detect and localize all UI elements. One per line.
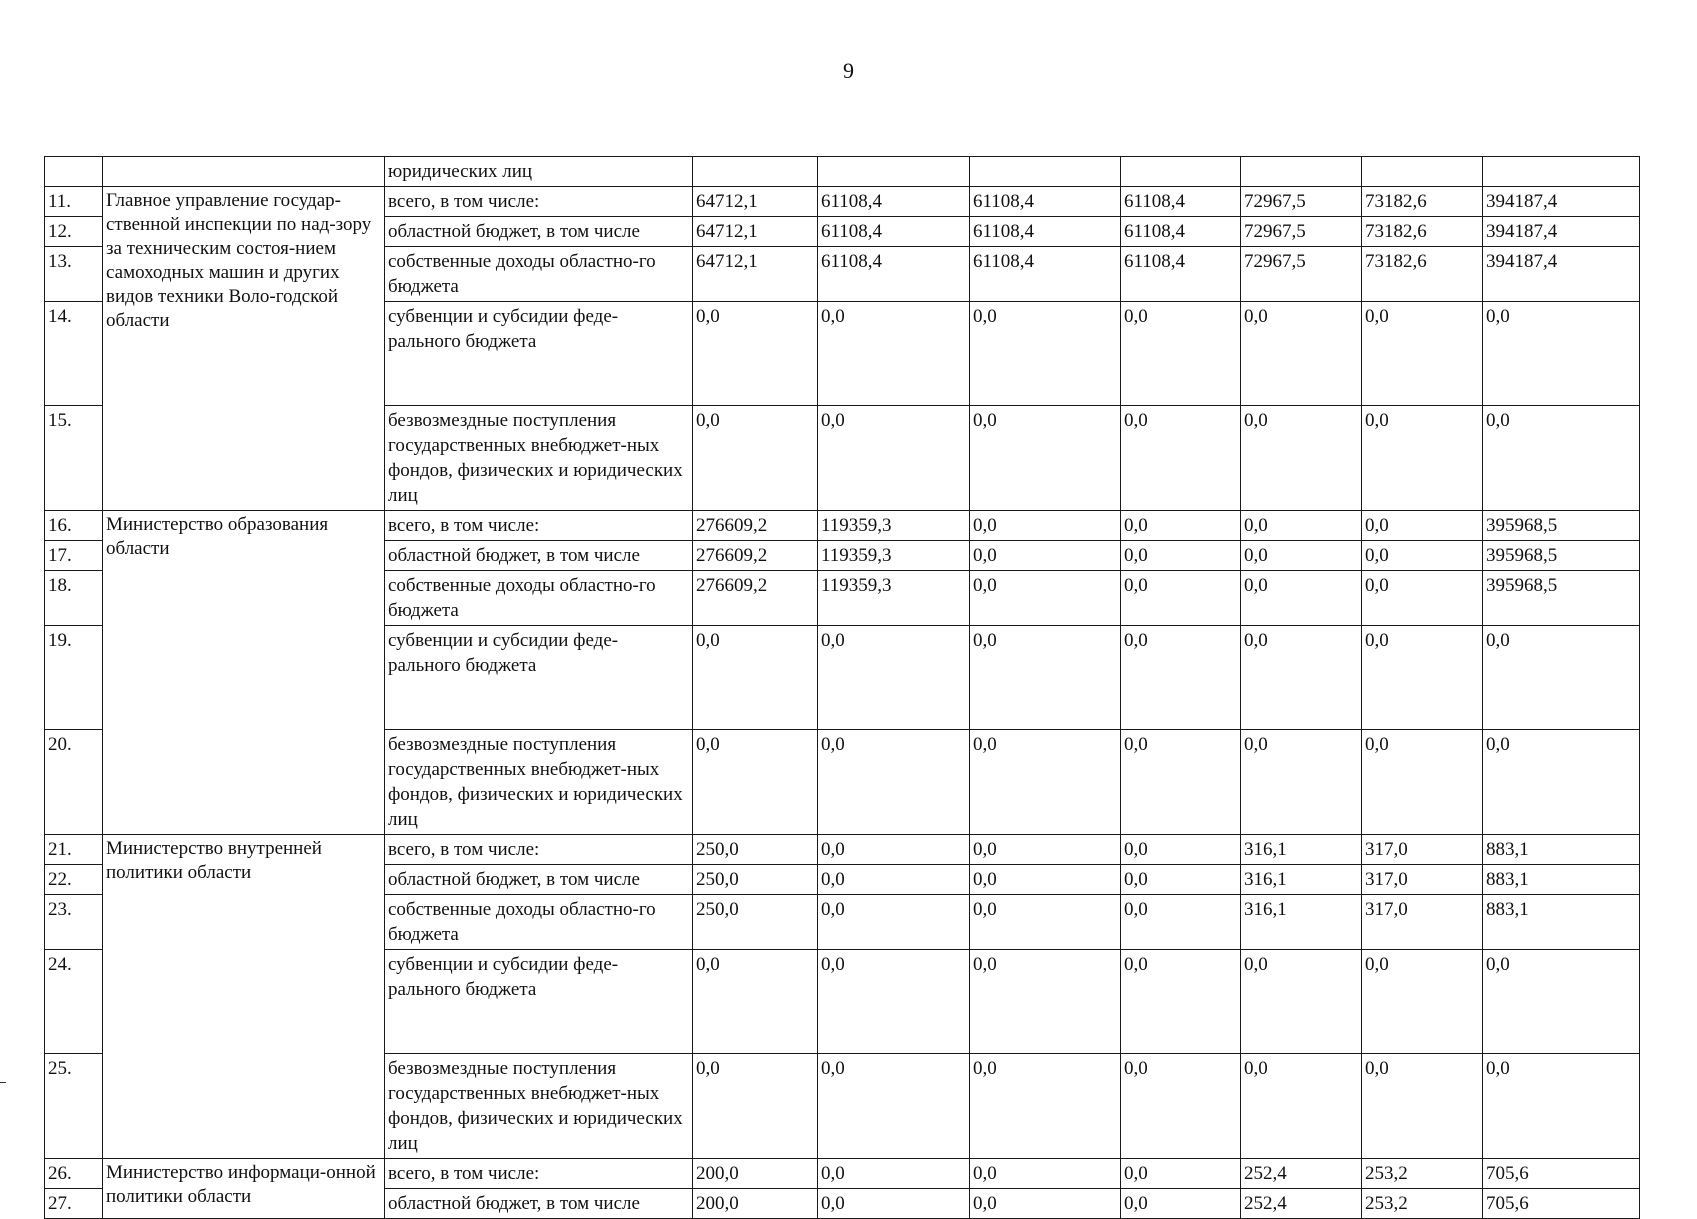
category-cell: безвозмездные поступления государственных внебюджет-ных фондов, физических и юридических лиц — [385, 406, 693, 511]
value-cell: 0,0 — [1121, 1159, 1241, 1189]
value-cell — [818, 157, 970, 187]
value-cell: 250,0 — [693, 895, 818, 950]
value-cell: 395968,5 — [1483, 541, 1640, 571]
value-cell: 394187,4 — [1483, 247, 1640, 302]
value-cell: 0,0 — [818, 950, 970, 1054]
value-cell: 0,0 — [1241, 626, 1362, 730]
value-cell — [693, 157, 818, 187]
value-cell: 0,0 — [1241, 1054, 1362, 1159]
margin-mark — [0, 1082, 6, 1083]
value-cell — [1362, 157, 1483, 187]
value-cell: 0,0 — [1483, 1054, 1640, 1159]
value-cell: 317,0 — [1362, 835, 1483, 865]
value-cell: 61108,4 — [818, 217, 970, 247]
value-cell: 0,0 — [970, 950, 1121, 1054]
value-cell: 61108,4 — [818, 247, 970, 302]
category-cell: субвенции и субсидии феде-рального бюджета — [385, 302, 693, 406]
value-cell: 0,0 — [693, 950, 818, 1054]
value-cell: 317,0 — [1362, 895, 1483, 950]
row-number-cell: 23. — [45, 895, 103, 950]
value-cell: 61108,4 — [1121, 247, 1241, 302]
value-cell — [970, 157, 1121, 187]
value-cell: 395968,5 — [1483, 571, 1640, 626]
budget-table-container — [44, 156, 1639, 1219]
value-cell: 0,0 — [1362, 302, 1483, 406]
value-cell: 0,0 — [1121, 511, 1241, 541]
value-cell: 0,0 — [1121, 302, 1241, 406]
value-cell: 0,0 — [1241, 571, 1362, 626]
value-cell: 883,1 — [1483, 895, 1640, 950]
value-cell: 253,2 — [1362, 1159, 1483, 1189]
value-cell: 394187,4 — [1483, 187, 1640, 217]
value-cell: 73182,6 — [1362, 247, 1483, 302]
row-number-cell: 13. — [45, 247, 103, 302]
category-cell: областной бюджет, в том числе — [385, 217, 693, 247]
value-cell: 0,0 — [1362, 730, 1483, 835]
category-cell: безвозмездные поступления государственных внебюджет-ных фондов, физических и юридических лиц — [385, 730, 693, 835]
value-cell: 0,0 — [970, 511, 1121, 541]
row-number-cell: 11. — [45, 187, 103, 217]
value-cell: 0,0 — [693, 730, 818, 835]
value-cell: 0,0 — [1241, 730, 1362, 835]
value-cell — [1483, 157, 1640, 187]
value-cell: 276609,2 — [693, 571, 818, 626]
row-number-cell: 15. — [45, 406, 103, 511]
value-cell: 0,0 — [1483, 626, 1640, 730]
row-number-cell: 20. — [45, 730, 103, 835]
value-cell: 0,0 — [693, 626, 818, 730]
value-cell: 0,0 — [1241, 302, 1362, 406]
value-cell: 72967,5 — [1241, 247, 1362, 302]
value-cell: 64712,1 — [693, 247, 818, 302]
value-cell: 250,0 — [693, 865, 818, 895]
value-cell: 705,6 — [1483, 1159, 1640, 1189]
organization-cell: Министерство информаци-онной политики области — [103, 1159, 385, 1219]
value-cell: 0,0 — [1362, 511, 1483, 541]
value-cell: 0,0 — [1121, 895, 1241, 950]
category-cell: областной бюджет, в том числе — [385, 865, 693, 895]
category-cell: собственные доходы областно-го бюджета — [385, 247, 693, 302]
value-cell: 0,0 — [818, 835, 970, 865]
table-row — [45, 511, 1640, 541]
category-cell: субвенции и субсидии феде-рального бюджета — [385, 950, 693, 1054]
value-cell: 200,0 — [693, 1189, 818, 1219]
value-cell: 0,0 — [818, 895, 970, 950]
value-cell: 0,0 — [970, 1159, 1121, 1189]
value-cell: 119359,3 — [818, 571, 970, 626]
value-cell: 64712,1 — [693, 217, 818, 247]
page-number: 9 — [843, 58, 854, 83]
value-cell: 72967,5 — [1241, 187, 1362, 217]
row-number-cell — [45, 157, 103, 187]
category-cell: собственные доходы областно-го бюджета — [385, 895, 693, 950]
value-cell: 0,0 — [1362, 541, 1483, 571]
category-cell: субвенции и субсидии феде-рального бюджета — [385, 626, 693, 730]
value-cell: 883,1 — [1483, 865, 1640, 895]
organization-cell: Министерство внутренней политики области — [103, 835, 385, 1159]
value-cell: 394187,4 — [1483, 217, 1640, 247]
category-cell: всего, в том числе: — [385, 511, 693, 541]
row-number-cell: 19. — [45, 626, 103, 730]
row-number-cell: 21. — [45, 835, 103, 865]
value-cell: 316,1 — [1241, 895, 1362, 950]
category-cell: областной бюджет, в том числе — [385, 541, 693, 571]
value-cell: 0,0 — [818, 1189, 970, 1219]
organization-cell: Министерство образования области — [103, 511, 385, 835]
value-cell: 0,0 — [970, 1054, 1121, 1159]
value-cell: 0,0 — [1121, 950, 1241, 1054]
value-cell: 0,0 — [1483, 406, 1640, 511]
category-cell: всего, в том числе: — [385, 835, 693, 865]
value-cell: 0,0 — [818, 1054, 970, 1159]
value-cell: 0,0 — [818, 302, 970, 406]
value-cell: 0,0 — [818, 626, 970, 730]
value-cell: 0,0 — [1121, 1189, 1241, 1219]
value-cell: 0,0 — [1121, 1054, 1241, 1159]
row-number-cell: 26. — [45, 1159, 103, 1189]
row-number-cell: 16. — [45, 511, 103, 541]
value-cell: 0,0 — [1362, 1054, 1483, 1159]
value-cell: 0,0 — [970, 895, 1121, 950]
value-cell — [1241, 157, 1362, 187]
value-cell: 0,0 — [1121, 406, 1241, 511]
value-cell: 395968,5 — [1483, 511, 1640, 541]
value-cell: 0,0 — [693, 1054, 818, 1159]
row-number-cell: 14. — [45, 302, 103, 406]
value-cell: 0,0 — [970, 835, 1121, 865]
value-cell: 0,0 — [970, 730, 1121, 835]
value-cell: 61108,4 — [970, 217, 1121, 247]
category-cell: безвозмездные поступления государственных внебюджет-ных фондов, физических и юридических лиц — [385, 1054, 693, 1159]
value-cell: 200,0 — [693, 1159, 818, 1189]
value-cell: 0,0 — [970, 406, 1121, 511]
value-cell: 119359,3 — [818, 541, 970, 571]
value-cell: 252,4 — [1241, 1189, 1362, 1219]
organization-cell — [103, 157, 385, 187]
value-cell: 0,0 — [818, 865, 970, 895]
value-cell: 0,0 — [1121, 835, 1241, 865]
value-cell: 0,0 — [970, 865, 1121, 895]
value-cell: 0,0 — [818, 1159, 970, 1189]
value-cell: 316,1 — [1241, 835, 1362, 865]
category-cell: юридических лиц — [385, 157, 693, 187]
row-number-cell: 27. — [45, 1189, 103, 1219]
value-cell: 61108,4 — [818, 187, 970, 217]
table-row — [45, 835, 1640, 865]
value-cell: 0,0 — [970, 626, 1121, 730]
organization-cell: Главное управление государ-ственной инспекции по над-зору за техническим состоя-нием самоходных машин и других видов техники Воло-годской области — [103, 187, 385, 511]
category-cell: всего, в том числе: — [385, 187, 693, 217]
value-cell: 0,0 — [1483, 302, 1640, 406]
row-number-cell: 25. — [45, 1054, 103, 1159]
table-row — [45, 187, 1640, 217]
value-cell: 0,0 — [970, 302, 1121, 406]
value-cell: 61108,4 — [1121, 187, 1241, 217]
value-cell: 0,0 — [970, 571, 1121, 626]
value-cell: 0,0 — [1483, 730, 1640, 835]
row-number-cell: 24. — [45, 950, 103, 1054]
value-cell: 316,1 — [1241, 865, 1362, 895]
value-cell: 73182,6 — [1362, 187, 1483, 217]
value-cell: 0,0 — [818, 730, 970, 835]
value-cell: 64712,1 — [693, 187, 818, 217]
value-cell: 0,0 — [1362, 571, 1483, 626]
value-cell: 0,0 — [1362, 950, 1483, 1054]
value-cell: 61108,4 — [1121, 217, 1241, 247]
table-row-carry-over — [45, 157, 1640, 187]
value-cell: 0,0 — [1241, 950, 1362, 1054]
value-cell: 61108,4 — [970, 187, 1121, 217]
table-row — [45, 1159, 1640, 1189]
value-cell: 61108,4 — [970, 247, 1121, 302]
value-cell: 0,0 — [1241, 406, 1362, 511]
value-cell: 250,0 — [693, 835, 818, 865]
value-cell: 883,1 — [1483, 835, 1640, 865]
value-cell: 73182,6 — [1362, 217, 1483, 247]
value-cell: 0,0 — [970, 1189, 1121, 1219]
category-cell: собственные доходы областно-го бюджета — [385, 571, 693, 626]
value-cell: 0,0 — [1362, 626, 1483, 730]
category-cell: всего, в том числе: — [385, 1159, 693, 1189]
value-cell: 253,2 — [1362, 1189, 1483, 1219]
value-cell: 317,0 — [1362, 865, 1483, 895]
value-cell: 0,0 — [1241, 511, 1362, 541]
value-cell: 0,0 — [1121, 730, 1241, 835]
value-cell: 119359,3 — [818, 511, 970, 541]
table-body — [45, 157, 1640, 1219]
row-number-cell: 12. — [45, 217, 103, 247]
budget-table — [44, 156, 1640, 1219]
value-cell: 0,0 — [970, 541, 1121, 571]
value-cell: 0,0 — [1121, 626, 1241, 730]
category-cell: областной бюджет, в том числе — [385, 1189, 693, 1219]
row-number-cell: 17. — [45, 541, 103, 571]
value-cell: 0,0 — [818, 406, 970, 511]
value-cell: 0,0 — [693, 302, 818, 406]
value-cell: 0,0 — [1241, 541, 1362, 571]
value-cell: 276609,2 — [693, 511, 818, 541]
value-cell: 0,0 — [1121, 571, 1241, 626]
value-cell: 0,0 — [693, 406, 818, 511]
value-cell: 252,4 — [1241, 1159, 1362, 1189]
row-number-cell: 18. — [45, 571, 103, 626]
row-number-cell: 22. — [45, 865, 103, 895]
value-cell: 72967,5 — [1241, 217, 1362, 247]
value-cell: 705,6 — [1483, 1189, 1640, 1219]
value-cell: 0,0 — [1121, 865, 1241, 895]
value-cell: 276609,2 — [693, 541, 818, 571]
value-cell: 0,0 — [1362, 406, 1483, 511]
value-cell: 0,0 — [1121, 541, 1241, 571]
value-cell: 0,0 — [1483, 950, 1640, 1054]
value-cell — [1121, 157, 1241, 187]
